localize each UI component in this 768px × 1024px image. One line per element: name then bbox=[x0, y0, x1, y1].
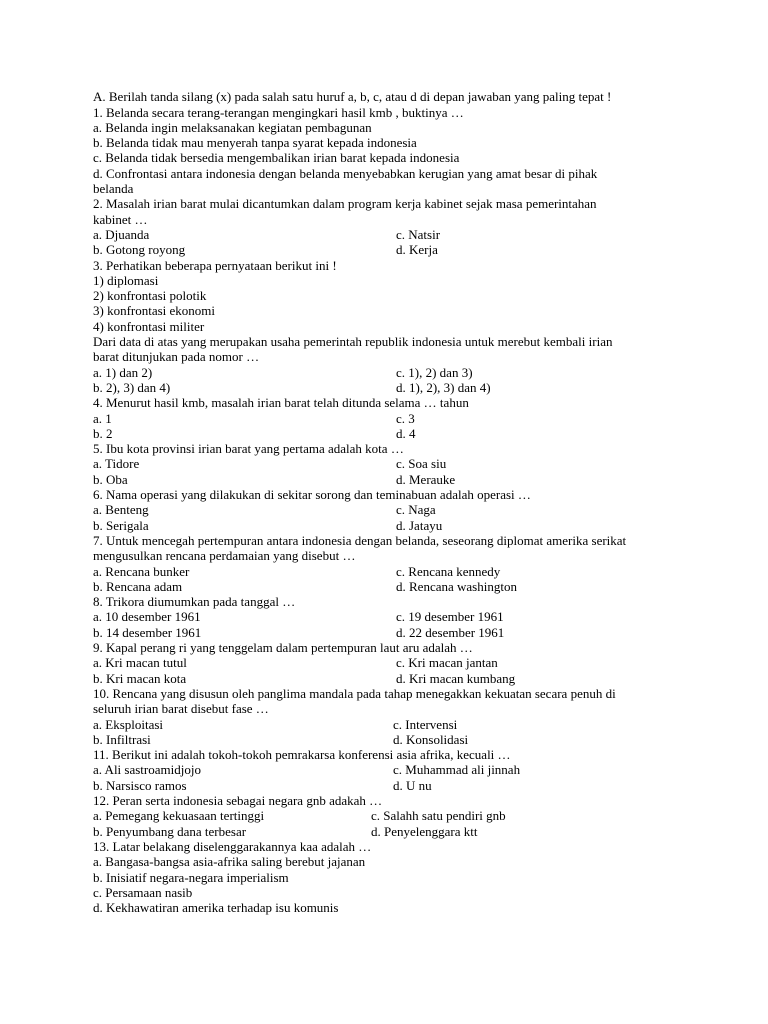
option-item: c. 3 bbox=[396, 411, 415, 426]
question-3-text: barat ditunjukan pada nomor … bbox=[93, 349, 260, 364]
option-item: a. 1) dan 2) bbox=[93, 365, 153, 380]
option-item: c. 1), 2) dan 3) bbox=[396, 365, 473, 380]
question-7-text: 7. Untuk mencegah pertempuran antara indonesia dengan belanda, seseorang diplomat amerika serikat bbox=[93, 533, 627, 548]
statement-item: 3) konfrontasi ekonomi bbox=[93, 303, 216, 318]
option-item: d. Kerja bbox=[396, 242, 438, 257]
question-11-text: 11. Berikut ini adalah tokoh-tokoh pemrakarsa konferensi asia afrika, kecuali … bbox=[93, 747, 511, 762]
option-item: d. 1), 2), 3) dan 4) bbox=[396, 380, 491, 395]
question-12-text: 12. Peran serta indonesia sebagai negara gnb adakah … bbox=[93, 793, 383, 808]
option-item: c. Kri macan jantan bbox=[396, 655, 498, 670]
option-item: a. Belanda ingin melaksanakan kegiatan pembagunan bbox=[93, 120, 372, 135]
option-item: c. Naga bbox=[396, 502, 436, 517]
option-item: b. 2 bbox=[93, 426, 113, 441]
option-item: d. Kri macan kumbang bbox=[396, 671, 516, 686]
option-item: b. Oba bbox=[93, 472, 128, 487]
option-item: a. Ali sastroamidjojo bbox=[93, 762, 201, 777]
option-item: d. Jatayu bbox=[396, 518, 443, 533]
option-item: a. 10 desember 1961 bbox=[93, 609, 201, 624]
option-item: a. 1 bbox=[93, 411, 112, 426]
question-4-text: 4. Menurut hasil kmb, masalah irian barat telah ditunda selama … tahun bbox=[93, 395, 469, 410]
option-item: d. 4 bbox=[396, 426, 416, 441]
question-9-text: 9. Kapal perang ri yang tenggelam dalam pertempuran laut aru adalah … bbox=[93, 640, 473, 655]
question-2-text: kabinet … bbox=[93, 212, 148, 227]
question-10-text: seluruh irian barat disebut fase … bbox=[93, 701, 269, 716]
option-item: c. Belanda tidak bersedia mengembalikan irian barat kepada indonesia bbox=[93, 150, 460, 165]
question-3-text: 3. Perhatikan beberapa pernyataan berikut ini ! bbox=[93, 258, 337, 273]
option-item: d. Rencana washington bbox=[396, 579, 517, 594]
option-item: c. Intervensi bbox=[393, 717, 458, 732]
option-item: b. Kri macan kota bbox=[93, 671, 187, 686]
option-item: b. Penyumbang dana terbesar bbox=[93, 824, 247, 839]
question-3-text: Dari data di atas yang merupakan usaha pemerintah republik indonesia untuk merebut kembali irian bbox=[93, 334, 613, 349]
option-item: b. Gotong royong bbox=[93, 242, 186, 257]
option-item: d. Confrontasi antara indonesia dengan belanda menyebabkan kerugian yang amat besar di pihak bbox=[93, 166, 598, 181]
option-item: c. Natsir bbox=[396, 227, 441, 242]
option-item: a. Rencana bunker bbox=[93, 564, 190, 579]
option-item: c. Muhammad ali jinnah bbox=[393, 762, 521, 777]
question-7-text: mengusulkan rencana perdamaian yang disebut … bbox=[93, 548, 356, 563]
question-6-text: 6. Nama operasi yang dilakukan di sekitar sorong dan teminabuan adalah operasi … bbox=[93, 487, 531, 502]
statement-item: 2) konfrontasi polotik bbox=[93, 288, 207, 303]
option-item: c. Rencana kennedy bbox=[396, 564, 501, 579]
option-item: d. Konsolidasi bbox=[393, 732, 469, 747]
option-item: c. Persamaan nasib bbox=[93, 885, 193, 900]
question-10-text: 10. Rencana yang disusun oleh panglima mandala pada tahap menegakkan kekuatan secara penuh di bbox=[93, 686, 616, 701]
statement-item: 4) konfrontasi militer bbox=[93, 319, 205, 334]
option-item: d. Merauke bbox=[396, 472, 456, 487]
option-item: b. Rencana adam bbox=[93, 579, 183, 594]
option-item: d. Penyelenggara ktt bbox=[371, 824, 478, 839]
option-item: d. 22 desember 1961 bbox=[396, 625, 505, 640]
option-item: b. Narsisco ramos bbox=[93, 778, 187, 793]
option-item: d. Kekhawatiran amerika terhadap isu komunis bbox=[93, 900, 339, 915]
option-item: c. Salahh satu pendiri gnb bbox=[371, 808, 506, 823]
option-item: a. Benteng bbox=[93, 502, 149, 517]
option-item: belanda bbox=[93, 181, 134, 196]
question-5-text: 5. Ibu kota provinsi irian barat yang pertama adalah kota … bbox=[93, 441, 404, 456]
option-item: a. Kri macan tutul bbox=[93, 655, 187, 670]
option-item: a. Eksploitasi bbox=[93, 717, 164, 732]
option-item: b. Belanda tidak mau menyerah tanpa syarat kepada indonesia bbox=[93, 135, 417, 150]
option-item: b. Infiltrasi bbox=[93, 732, 151, 747]
option-item: c. 19 desember 1961 bbox=[396, 609, 504, 624]
question-8-text: 8. Trikora diumumkan pada tanggal … bbox=[93, 594, 296, 609]
option-item: b. 14 desember 1961 bbox=[93, 625, 202, 640]
question-1-text: 1. Belanda secara terang-terangan mengingkari hasil kmb , buktinya … bbox=[93, 105, 464, 120]
option-item: b. Inisiatif negara-negara imperialism bbox=[93, 870, 289, 885]
option-item: c. Soa siu bbox=[396, 456, 447, 471]
option-item: a. Djuanda bbox=[93, 227, 150, 242]
option-item: b. 2), 3) dan 4) bbox=[93, 380, 171, 395]
option-item: a. Pemegang kekuasaan tertinggi bbox=[93, 808, 265, 823]
option-item: b. Serigala bbox=[93, 518, 149, 533]
option-item: a. Bangasa-bangsa asia-afrika saling berebut jajanan bbox=[93, 854, 366, 869]
question-13-text: 13. Latar belakang diselenggarakannya kaa adalah … bbox=[93, 839, 372, 854]
question-2-text: 2. Masalah irian barat mulai dicantumkan dalam program kerja kabinet sejak masa pemerintahan bbox=[93, 196, 597, 211]
statement-item: 1) diplomasi bbox=[93, 273, 159, 288]
instruction-text: A. Berilah tanda silang (x) pada salah satu huruf a, b, c, atau d di depan jawaban yang paling tepat ! bbox=[93, 89, 612, 104]
option-item: d. U nu bbox=[393, 778, 432, 793]
option-item: a. Tidore bbox=[93, 456, 140, 471]
